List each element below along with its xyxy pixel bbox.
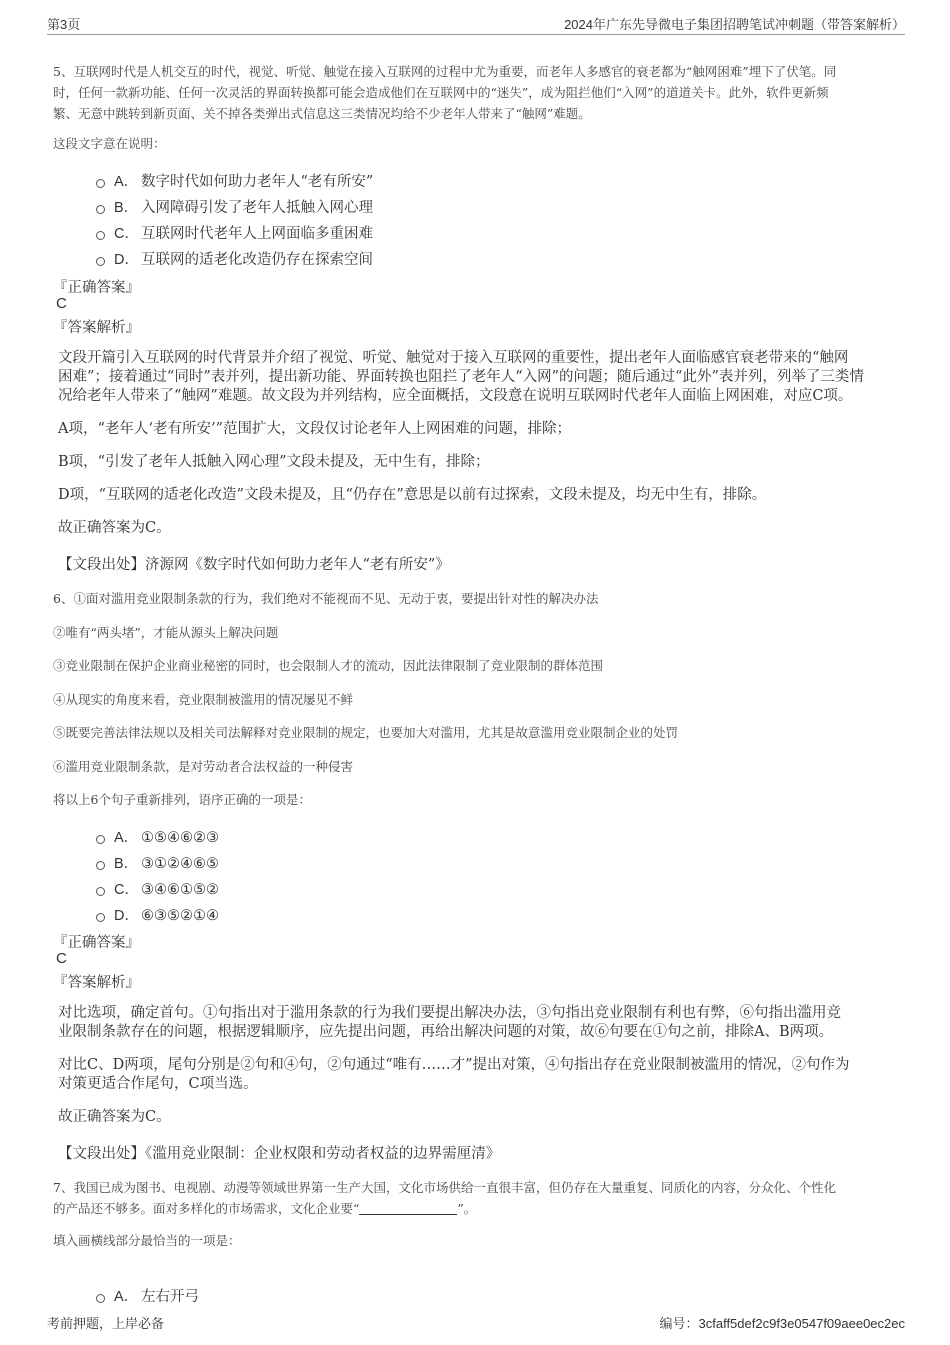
option-text: ③④⑥①⑤② xyxy=(141,882,219,898)
q5-analysis-para: 故正确答案为C。 xyxy=(58,520,171,536)
header-divider xyxy=(47,34,905,35)
q5-analysis-para: A项，“老年人‘老有所安’”范围扩大，文段仅讨论老年人上网困难的问题，排除； xyxy=(58,421,572,437)
q6-source: 【文段出处】《滥用竞业限制：企业权限和劳动者权益的边界需厘清》 xyxy=(58,1146,501,1162)
option-letter: B． xyxy=(114,856,139,872)
radio-icon[interactable] xyxy=(96,179,105,188)
q7-stem-text: 的产品还不够多。面对多样化的市场需求，文化企业要“ xyxy=(53,1201,360,1216)
q6-sentence: ④从现实的角度来看，竞业限制被滥用的情况屡见不鲜 xyxy=(53,692,354,707)
q6-sentence: ⑤既要完善法律法规以及相关司法解释对竞业限制的规定，也要加大对滥用，尤其是故意滥用竞业限制企业的处罚 xyxy=(53,725,679,740)
option-text: ①⑤④⑥②③ xyxy=(141,830,219,846)
option-letter: A． xyxy=(114,174,139,190)
analysis-line: 对比C、D两项，尾句分别是②句和④句，②句通过“唯有……才”提出对策，④句指出存在竞业限制被滥用的情况，②句作为 xyxy=(58,1057,850,1073)
q6-analysis-para: 故正确答案为C。 xyxy=(58,1109,171,1125)
radio-icon[interactable] xyxy=(96,205,105,214)
q6-option-c[interactable] xyxy=(96,878,219,899)
radio-icon[interactable] xyxy=(96,1294,105,1303)
page-header xyxy=(47,14,905,34)
q5-stem-line: 繁、无意中跳转到新页面、关不掉各类弹出式信息这三类情况均给不少老年人带来了“触网”难题。 xyxy=(53,106,591,121)
analysis-line: 业限制条款存在的问题，根据逻辑顺序，应先提出问题，再给出解决问题的对策，故⑥句要在①句之前，排除A、B两项。 xyxy=(58,1024,834,1040)
analysis-line: 困难”；接着通过“同时”表并列，提出新功能、界面转换也阻拦了老年人“入网”的问题；随后通过“此外”表并列，列举了三类情 xyxy=(58,369,864,385)
q5-analysis-label: 『答案解析』 xyxy=(53,320,140,336)
option-letter: B． xyxy=(114,200,139,216)
fill-blank xyxy=(359,1214,457,1215)
radio-icon[interactable] xyxy=(96,861,105,870)
q5-option-c[interactable] xyxy=(96,222,373,243)
document-title: 2024年广东先导微电子集团招聘笔试冲刺题（带答案解析） xyxy=(564,17,905,32)
q7-option-a[interactable] xyxy=(96,1285,199,1306)
option-text: ⑥③⑤②①④ xyxy=(141,908,219,924)
q6-prompt: 将以上6个句子重新排列，语序正确的一项是： xyxy=(53,792,311,807)
q6-sentence: ②唯有“两头堵”，才能从源头上解决问题 xyxy=(53,625,279,640)
radio-icon[interactable] xyxy=(96,887,105,896)
q5-option-a[interactable] xyxy=(96,170,373,191)
q5-option-b[interactable] xyxy=(96,196,373,217)
q5-correct-label: 『正确答案』 xyxy=(53,280,140,296)
option-text: 互联网的适老化改造仍存在探索空间 xyxy=(141,252,373,268)
analysis-line: 文段开篇引入互联网的时代背景并介绍了视觉、听觉、触觉对于接入互联网的重要性，提出老年人面临感官衰老带来的“触网 xyxy=(58,350,849,366)
radio-icon[interactable] xyxy=(96,835,105,844)
q7-stem-line: 7、我国已成为图书、电视剧、动漫等领域世界第一生产大国，文化市场供给一直很丰富，但仍存在大量重复、同质化的内容，分众化、个性化 xyxy=(53,1180,836,1195)
q6-analysis-para xyxy=(58,1056,908,1094)
option-letter: C． xyxy=(114,226,139,242)
q5-answer: C xyxy=(56,295,67,312)
q5-prompt: 这段文字意在说明： xyxy=(53,136,166,151)
q5-analysis-para xyxy=(58,349,908,406)
option-text: 入网障碍引发了老年人抵触入网心理 xyxy=(141,200,373,216)
q7-stem xyxy=(53,1177,903,1219)
q6-option-a[interactable] xyxy=(96,826,219,847)
option-letter: A． xyxy=(114,830,139,846)
option-text: 数字时代如何助力老年人“老有所安” xyxy=(141,174,374,190)
q5-stem-line: 时，任何一款新功能、任何一次灵活的界面转换都可能会造成他们在互联网中的“迷失”，成为阻拦他们“入网”的道道关卡。此外，软件更新频 xyxy=(53,85,829,100)
radio-icon[interactable] xyxy=(96,257,105,266)
q7-stem-text: ”。 xyxy=(457,1201,477,1216)
q6-sentence: ③竞业限制在保护企业商业秘密的同时，也会限制人才的流动，因此法律限制了竞业限制的群体范围 xyxy=(53,658,604,673)
option-letter: D． xyxy=(114,252,139,268)
radio-icon[interactable] xyxy=(96,913,105,922)
q6-correct-label: 『正确答案』 xyxy=(53,935,140,951)
q5-source: 【文段出处】济源网《数字时代如何助力老年人“老有所安”》 xyxy=(58,557,450,573)
q7-prompt: 填入画横线部分最恰当的一项是： xyxy=(53,1233,241,1248)
q5-option-d[interactable] xyxy=(96,248,373,269)
q6-option-b[interactable] xyxy=(96,852,219,873)
analysis-line: 况给老年人带来了“触网”难题。故文段为并列结构，应全面概括，文段意在说明互联网时代老年人面临上网困难，对应C项。 xyxy=(58,388,853,404)
option-text: ③①②④⑥⑤ xyxy=(141,856,219,872)
q5-analysis-para: D项，“互联网的适老化改造”文段未提及，且“仍存在”意思是以前有过探索，文段未提及，均无中生有，排除。 xyxy=(58,487,767,503)
q5-stem-line: 5、互联网时代是人机交互的时代，视觉、听觉、触觉在接入互联网的过程中尤为重要，而老年人多感官的衰老都为“触网困难”埋下了伏笔。同 xyxy=(53,64,837,79)
option-letter: C． xyxy=(114,882,139,898)
page-footer xyxy=(47,1313,905,1333)
q6-sentence: 6、①面对滥用竞业限制条款的行为，我们绝对不能视而不见、无动于衷，要提出针对性的解决办法 xyxy=(53,591,599,606)
q6-sentence: ⑥滥用竞业限制条款，是对劳动者合法权益的一种侵害 xyxy=(53,759,354,774)
radio-icon[interactable] xyxy=(96,231,105,240)
q5-analysis-para: B项，“引发了老年人抵触入网心理”文段未提及，无中生有，排除； xyxy=(58,454,490,470)
analysis-line: 对策更适合作尾句，C项当选。 xyxy=(58,1076,258,1092)
option-text: 左右开弓 xyxy=(141,1289,199,1305)
q6-answer: C xyxy=(56,950,67,967)
q6-option-d[interactable] xyxy=(96,904,219,925)
option-letter: D． xyxy=(114,908,139,924)
option-text: 互联网时代老年人上网面临多重困难 xyxy=(141,226,373,242)
analysis-line: 对比选项，确定首句。①句指出对于滥用条款的行为我们要提出解决办法，③句指出竞业限制有利也有弊，⑥句指出滥用竞 xyxy=(58,1005,841,1021)
q6-analysis-label: 『答案解析』 xyxy=(53,975,140,991)
option-letter: A． xyxy=(114,1289,139,1305)
document-id: 编号：3cfaff5def2c9f3e0547f09aee0ec2ec xyxy=(659,1316,905,1331)
footer-slogan: 考前押题，上岸必备 xyxy=(47,1317,165,1332)
q7-stem-line xyxy=(53,1198,903,1219)
q5-stem xyxy=(53,61,903,124)
page-number: 第3页 xyxy=(47,17,81,32)
q6-analysis-para xyxy=(58,1004,908,1042)
